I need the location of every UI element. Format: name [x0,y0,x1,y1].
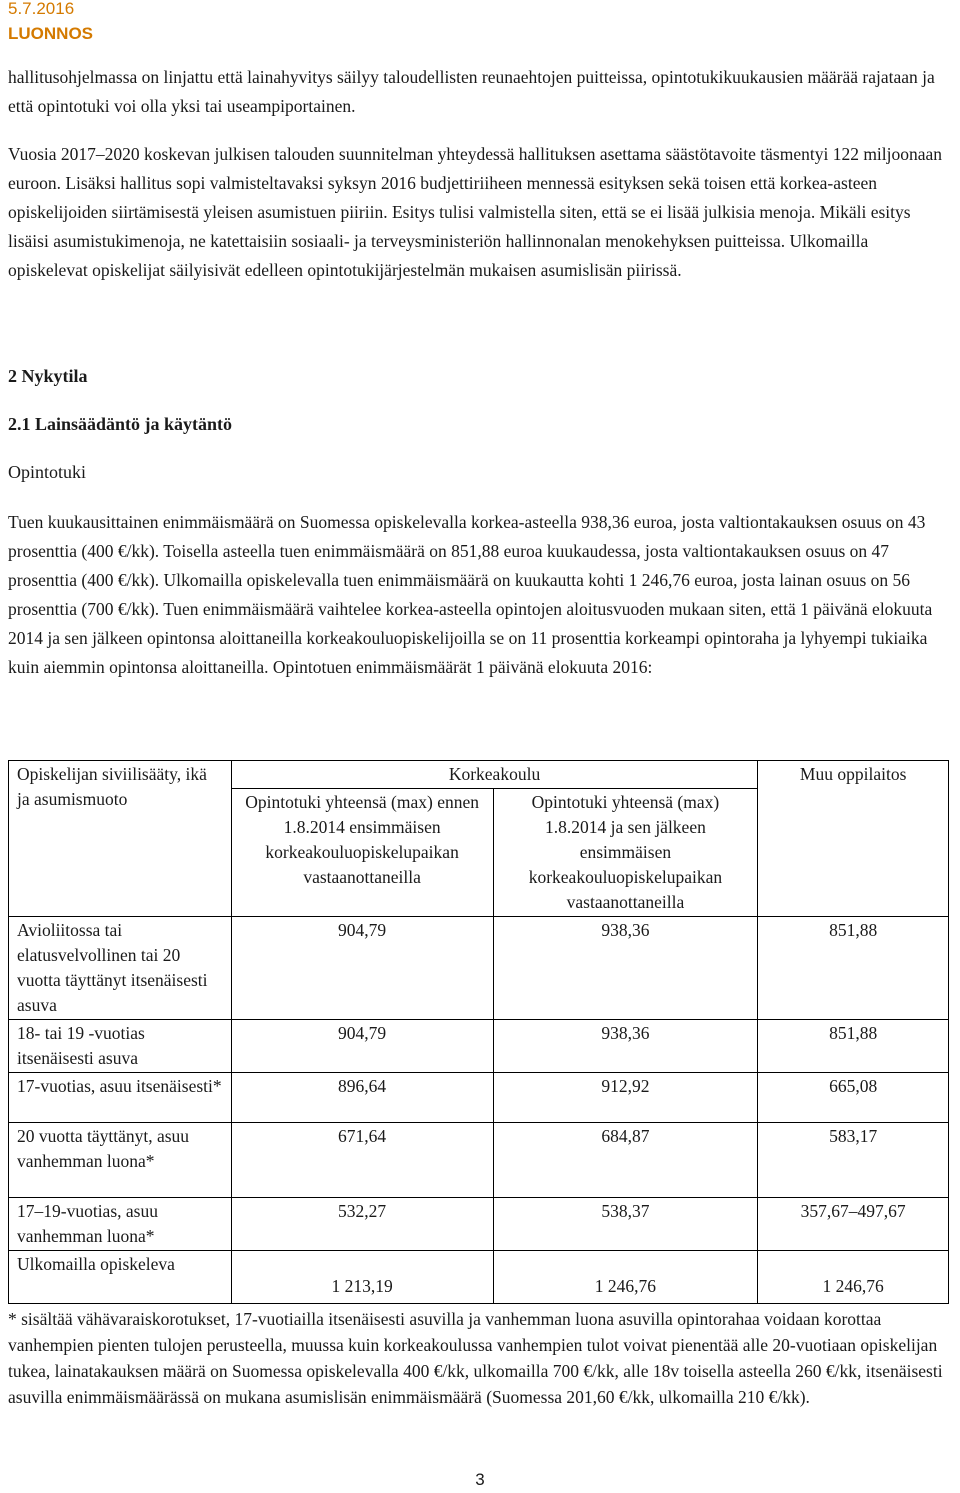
table-row [9,1020,949,1073]
cell-after: 938,36 [493,1020,758,1073]
paragraph-intro: hallitusohjelmassa on linjattu että lainahyvitys säilyy taloudellisten reunaehtojen puitteissa, opintotukikuukausien määrää rajataan ja että opintotuki voi olla yksi tai useampiportainen. [8,67,935,116]
cell-after: 538,37 [493,1198,758,1251]
cell-before: 671,64 [231,1123,493,1198]
cell-before: 904,79 [231,1020,493,1073]
cell-after: 684,87 [493,1123,758,1198]
cell-after: 938,36 [493,917,758,1020]
table-row [9,917,949,1020]
row-label: Avioliitossa tai elatusvelvollinen tai 20 vuotta täyttänyt itsenäisesti asuva [9,917,232,1020]
col-header-before: Opintotuki yhteensä (max) ennen 1.8.2014 ensimmäisen korkeakouluopiskelupaikan vastaanottaneilla [231,789,493,917]
row-label: 20 vuotta täyttänyt, asuu vanhemman luona* [9,1123,232,1198]
cell-before: 904,79 [231,917,493,1020]
page-number: 3 [475,1470,485,1489]
col-header-status: Opiskelijan siviilisääty, ikä ja asumismuoto [9,761,232,917]
subsection-heading: 2.1 Lainsäädäntö ja käytäntö [8,414,233,434]
table-row [9,1123,949,1198]
cell-before: 896,64 [231,1073,493,1123]
table-row [9,1251,949,1304]
cell-other: 583,17 [758,1123,949,1198]
cell-other: 665,08 [758,1073,949,1123]
topic-heading: Opintotuki [8,462,87,482]
cell-other: 1 246,76 [758,1251,949,1304]
section-heading: 2 Nykytila [8,366,88,386]
paragraph-budget: Vuosia 2017–2020 koskevan julkisen talouden suunnitelman yhteydessä hallituksen asettama säästötavoite täsmentyi 122 miljoonaan euroon. Lisäksi hallitus sopi valmisteltavaksi syksyn 2016 budjettiriiheen mennessä esityksen sekä toisen että korkea-asteen opiskelijoiden siirtämisestä yleisen asumistuen piiriin. Esitys tulisi valmistella siten, että se ei lisää julkisia menoja. Mikäli esitys lisäisi asumistukimenoja, ne katettaisiin sosiaali- ja terveysministeriön hallinnonalan menokehyksen puitteissa. Ulkomailla opiskelevat opiskelijat säilyisivät edelleen opintotukijärjestelmän mukaisen asumislisän piirissä. [8,144,943,280]
row-label: 17-vuotias, asuu itsenäisesti* [9,1073,232,1123]
table-header-row [9,761,949,789]
paragraph-maximum-amounts: Tuen kuukausittainen enimmäismäärä on Suomessa opiskelevalla korkea-asteella 938,36 euroa, josta valtiontakauksen osuus on 43 prosenttia (400 €/kk). Toisella asteella tuen enimmäismäärä on 851,88 euroa kuukaudessa, josta valtiontakauksen osuus on 47 prosenttia (400 €/kk). Ulkomailla opiskelevalla tuen enimmäismäärä on kuukautta kohti 1 246,76 euroa, josta lainan osuus on 56 prosenttia (700 €/kk). Tuen enimmäismäärä vaihtelee korkea-asteella opintojen aloitusvuoden mukaan siten, että 1 päivänä elokuuta 2014 ja sen jälkeen opintonsa aloittaneilla korkeakouluopiskelijoilla se on 11 prosenttia korkeampi opintoraha ja lyhyempi tukiaika kuin aiemmin opintonsa aloittaneilla. Opintotuen enimmäismäärät 1 päivänä elokuuta 2016: [8,512,933,677]
cell-other: 357,67–497,67 [758,1198,949,1251]
table-row [9,1073,949,1123]
header-date: 5.7.2016 [8,0,75,18]
cell-before: 532,27 [231,1198,493,1251]
row-label: 18- tai 19 -vuotias itsenäisesti asuva [9,1020,232,1073]
header-draft-label: LUONNOS [8,24,93,43]
cell-after: 912,92 [493,1073,758,1123]
col-header-after: Opintotuki yhteensä (max) 1.8.2014 ja sen jälkeen ensimmäisen korkeakouluopiskelupaikan vastaanottaneilla [493,789,758,917]
cell-other: 851,88 [758,917,949,1020]
student-aid-table [8,760,949,1304]
col-header-other: Muu oppilaitos [758,761,949,917]
cell-after: 1 246,76 [493,1251,758,1304]
cell-other: 851,88 [758,1020,949,1073]
row-label: Ulkomailla opiskeleva [9,1251,232,1304]
table-row [9,1198,949,1251]
table-footnote: * sisältää vähävaraiskorotukset, 17-vuotiailla itsenäisesti asuvilla ja vanhemman luona asuvilla opintorahaa voidaan korottaa vanhempien pienten tulojen perusteella, muussa kuin korkeakoulussa vanhempien tulot voivat pienentää alle 20-vuotiaan opiskelijan tukea, lainatakauksen määrä on Suomessa opiskelevalla 400 €/kk, ulkomailla 700 €/kk, alle 18v toisella asteella 260 €/kk, itsenäisesti asuvilla enimmäismäärässä on mukana asumislisän enimmäismäärä (Suomessa 201,60 €/kk, ulkomailla 210 €/kk). [8,1309,943,1407]
cell-before: 1 213,19 [231,1251,493,1304]
col-group-header: Korkeakoulu [231,761,758,789]
row-label: 17–19-vuotias, asuu vanhemman luona* [9,1198,232,1251]
